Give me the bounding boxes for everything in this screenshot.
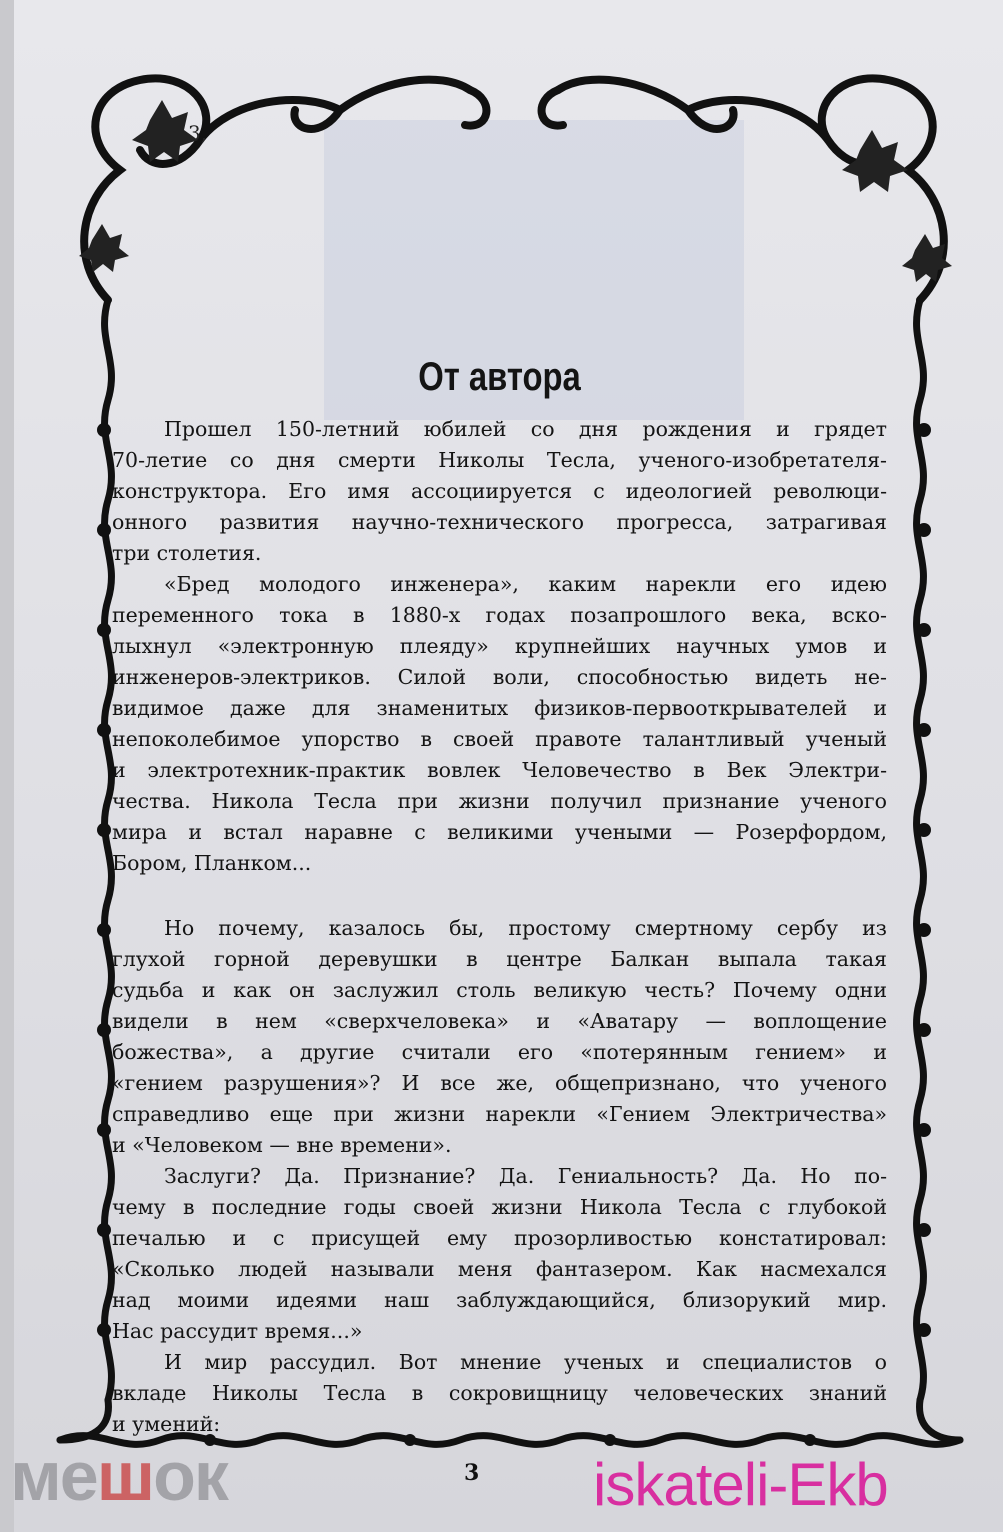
page-number: 3 [464,1460,480,1486]
text-line: инженеров-электриков. Силой воли, способностью видеть не- [112,665,887,689]
text-line: глухой горной деревушки в центре Балкан выпала такая [112,947,887,971]
text-line: переменного тока в 1880-х годах позапрошлого века, вско- [112,603,887,627]
text-line: «Бред молодого инженера», каким нарекли его идею [164,572,887,596]
top-right-corner-ornament [542,78,944,300]
watermark-logo-left [10,1436,227,1516]
text-line: и «Человеком — вне времени». [112,1133,452,1157]
body-paragraphs [112,414,887,1440]
text-line: Заслуги? Да. Признание? Да. Гениальность? Да. Но по- [164,1164,887,1188]
text-line: «Сколько людей называли меня фантазером. Как насмехался [112,1257,887,1281]
text-line: «гением разрушения»? И все же, общепризнано, что ученого [112,1071,887,1095]
text-line: И мир рассудил. Вот мнение ученых и специалистов о [164,1350,887,1374]
watermark-part-c: ок [153,1437,227,1515]
page-title: От автора [418,355,581,399]
text-line: чества. Никола Тесла при жизни получил признание ученого [112,789,887,813]
text-line: непоколебимое упорство в своей правоте талантливый ученый [112,727,887,751]
text-line: вкладе Николы Тесла в сокровищницу человеческих знаний [112,1381,887,1405]
paragraph [112,414,887,569]
watermark-right: iskateli-Ekb [593,1451,888,1518]
text-line: справедливо еще при жизни нарекли «Гением Электричества» [112,1102,887,1126]
text-line: над моими идеями наш заблуждающийся, близорукий мир. [112,1288,887,1312]
text-line: божества», а другие считали его «потерянным гением» и [112,1040,887,1064]
text-line: чему в последние годы своей жизни Никола Тесла с глубокой [112,1195,887,1219]
text-line: онного развития научно-технического прогресса, затрагивая [112,510,887,534]
paragraph-gap [112,879,887,913]
watermark-part-b: ш [96,1437,154,1515]
text-line: печалью и с присущей ему прозорливостью констатировал: [112,1226,887,1250]
text-line: видели в нем «сверхчеловека» и «Аватару — воплощение [112,1009,887,1033]
text-line: конструктора. Его имя ассоциируется с идеологией революци- [112,479,887,503]
text-line: Нас рассудит время...» [112,1319,363,1343]
text-line: судьба и как он заслужил столь великую честь? Почему одни [112,978,887,1002]
text-line: лыхнул «электронную плеяду» крупнейших научных умов и [112,634,887,658]
paragraph [112,569,887,879]
main-text [112,355,887,1440]
text-line: Но почему, казалось бы, простому смертному сербу из [164,916,887,940]
text-line: 70-летие со дня смерти Николы Тесла, ученого-изобретателя- [112,448,887,472]
text-line: и электротехник-практик вовлек Человечество в Век Электри- [112,758,887,782]
paragraph [112,1161,887,1347]
text-line: и умений: [112,1412,221,1436]
text-line: Бором, Планком... [112,851,312,875]
text-line: три столетия. [112,541,262,565]
top-left-corner-ornament [84,78,486,300]
text-line: Прошел 150-летний юбилей со дня рождения и грядет [164,417,887,441]
watermark-part-a: ме [10,1437,97,1515]
text-line: видимое даже для знаменитых физиков-первооткрывателей и [112,696,887,720]
corner-mark: 3, [188,121,208,145]
paragraph [112,1347,887,1440]
paragraph [112,913,887,1161]
text-line: мира и встал наравне с великими учеными — Розерфордом, [112,820,887,844]
